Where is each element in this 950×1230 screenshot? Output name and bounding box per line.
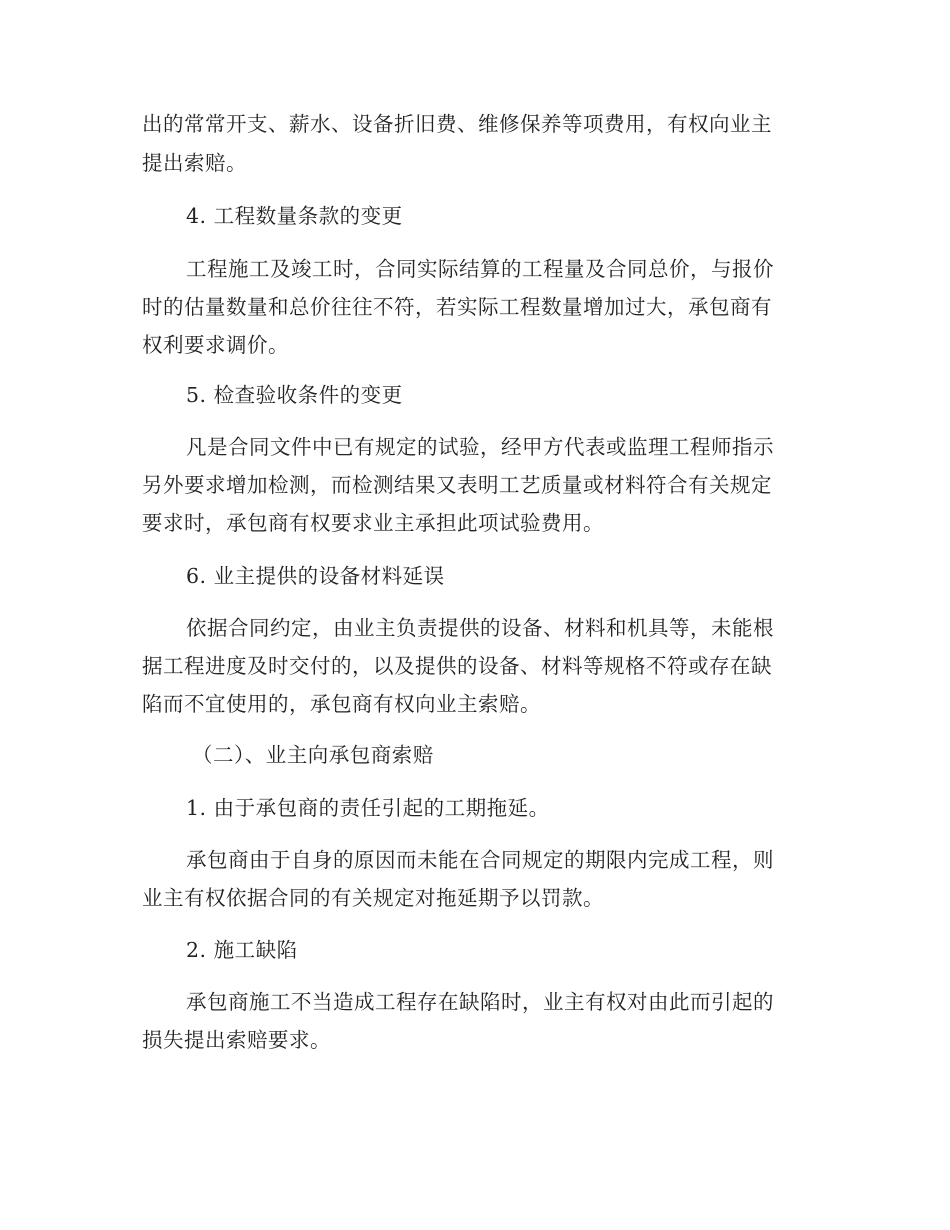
heading-item-2: 2. 施工缺陷 — [186, 938, 298, 962]
section-heading-2: （二）、业主向承包商索赔 — [192, 743, 434, 767]
paragraph-line: 凡是合同文件中已有规定的试验，经甲方代表或监理工程师指示 — [186, 435, 774, 459]
paragraph-line: 时的估量数量和总价往往不符，若实际工程数量增加过大，承包商有 — [142, 295, 772, 319]
paragraph-line: 要求时，承包商有权要求业主承担此项试验费用。 — [142, 511, 604, 535]
heading-item-6: 6. 业主提供的设备材料延误 — [186, 564, 445, 588]
paragraph-line: 出的常常开支、薪水、设备折旧费、维修保养等项费用，有权向业主 — [142, 112, 772, 136]
heading-item-1: 1. 由于承包商的责任引起的工期拖延。 — [186, 796, 550, 820]
paragraph-line: 工程施工及竣工时，合同实际结算的工程量及合同总价，与报价 — [186, 257, 774, 281]
paragraph-line: 据工程进度及时交付的，以及提供的设备、材料等规格不符或存在缺 — [142, 654, 772, 678]
paragraph-line: 权利要求调价。 — [142, 333, 289, 357]
paragraph-line: 承包商由于自身的原因而未能在合同规定的期限内完成工程，则 — [186, 848, 774, 872]
paragraph-line: 承包商施工不当造成工程存在缺陷时，业主有权对由此而引起的 — [186, 990, 774, 1014]
paragraph-line: 提出索赔。 — [142, 151, 247, 175]
paragraph-line: 依据合同约定，由业主负责提供的设备、材料和机具等，未能根 — [186, 616, 774, 640]
paragraph-line: 陷而不宜使用的，承包商有权向业主索赔。 — [142, 692, 541, 716]
paragraph-line: 业主有权依据合同的有关规定对拖延期予以罚款。 — [142, 886, 604, 910]
paragraph-line: 损失提出索赔要求。 — [142, 1028, 331, 1052]
heading-item-5: 5. 检查验收条件的变更 — [186, 383, 403, 407]
paragraph-line: 另外要求增加检测，而检测结果又表明工艺质量或材料符合有关规定 — [142, 473, 772, 497]
heading-item-4: 4. 工程数量条款的变更 — [186, 204, 403, 228]
